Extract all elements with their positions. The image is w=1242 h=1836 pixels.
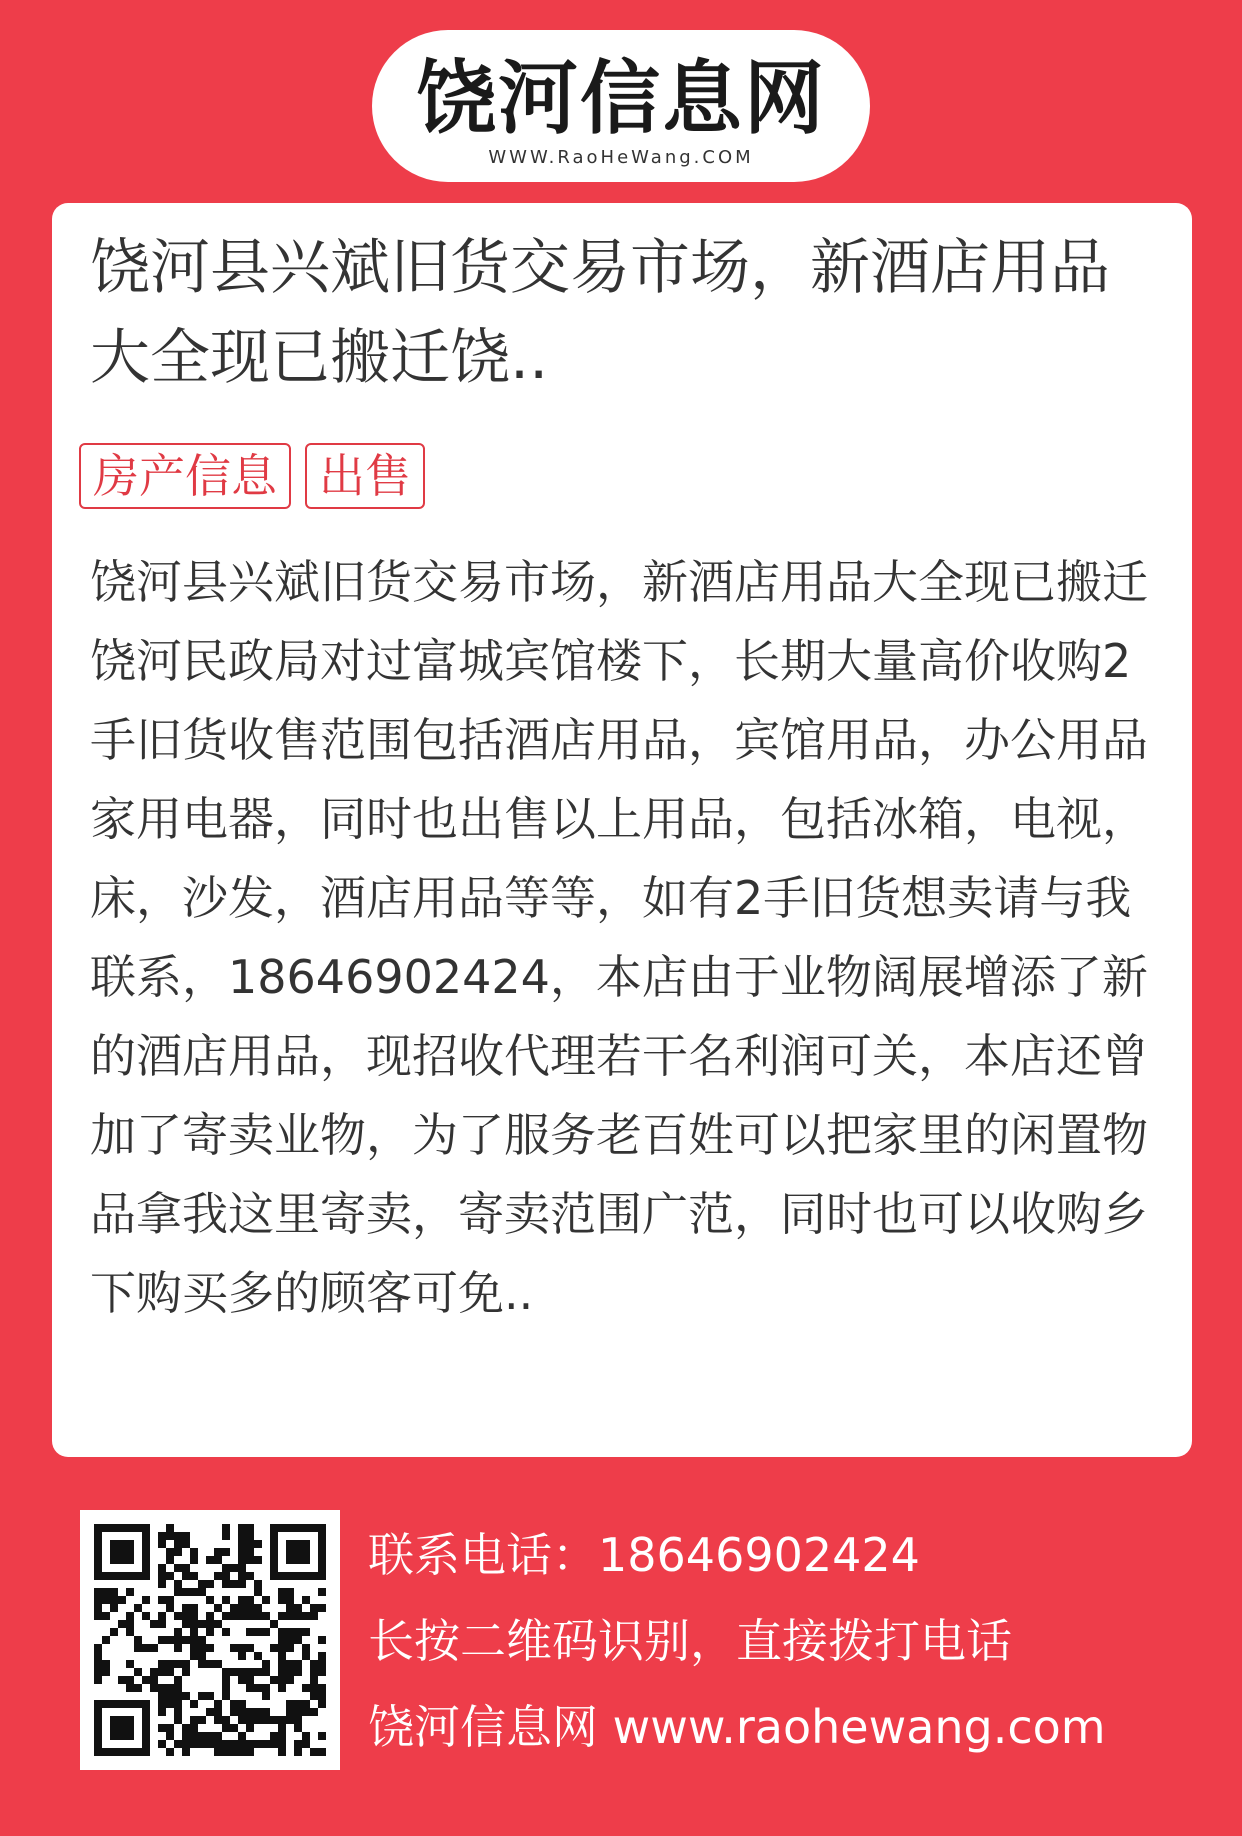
contact-hint: 长按二维码识别，直接拨打电话 [368,1614,1012,1668]
post-tags [79,443,425,509]
logo-url: WWW.RaoHeWang.COM [488,147,754,168]
tag-category[interactable]: 房产信息 [79,443,291,509]
post-card [52,203,1192,1457]
logo-name: 饶河信息网 [416,52,826,145]
qr-code-graphic [80,1510,340,1770]
post-description: 饶河县兴斌旧货交易市场，新酒店用品大全现已搬迁饶河民政局对过富城宾馆楼下，长期大量高价收购2手旧货收售范围包括酒店用品，宾馆用品，办公用品家用电器，同时也出售以上用品，包括冰箱，电视，床，沙发，酒店用品等等，如有2手旧货想卖请与我联系，18646902424，本店由于业物阔展增添了新的酒店用品，现招收代理若干名利润可关，本店还曾加了寄卖业物，为了服务老百姓可以把家里的闲置物品拿我这里寄卖，寄卖范围广范，同时也可以收购乡下购买多的顾客可免.. [90,555,1148,1320]
site-logo[interactable] [372,30,870,182]
contact-site[interactable]: 饶河信息网 www.raohewang.com [368,1700,1106,1754]
post-title: 饶河县兴斌旧货交易市场，新酒店用品大全现已搬迁饶.. [90,233,1110,393]
contact-phone[interactable]: 联系电话：18646902424 [368,1528,920,1582]
contact-info [368,1512,1106,1770]
qr-code-icon[interactable] [80,1510,340,1770]
tag-type[interactable]: 出售 [305,443,425,509]
